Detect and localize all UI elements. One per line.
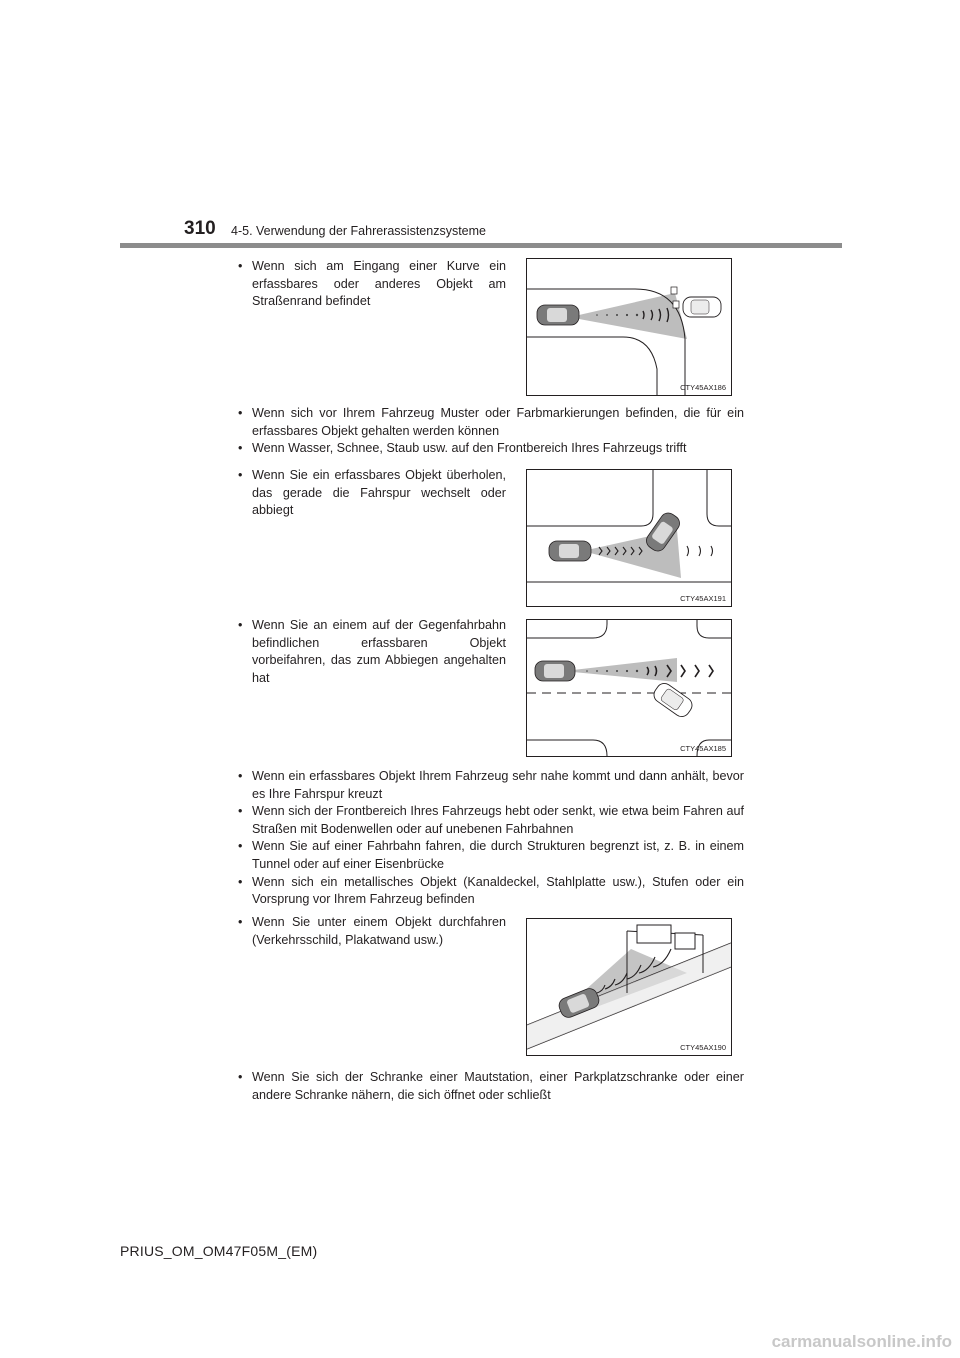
oncoming-illustration bbox=[527, 620, 731, 756]
list-item bbox=[238, 838, 744, 873]
list-item bbox=[238, 803, 744, 838]
bullet-glyph: • bbox=[238, 769, 243, 783]
list-item-text: Wenn Sie ein erfassbares Objekt überholen, das gerade die Fahrspur wechselt oder abbiegt bbox=[252, 468, 506, 518]
page-number: 310 bbox=[184, 218, 216, 239]
bullet-glyph: • bbox=[238, 259, 243, 273]
figure-label: CTY45AX191 bbox=[680, 594, 726, 603]
list-item bbox=[238, 467, 506, 520]
figure-oncoming-turning-object bbox=[526, 619, 732, 757]
list-item bbox=[238, 914, 506, 949]
bullet-glyph: • bbox=[238, 468, 243, 482]
list-item-text: Wenn Wasser, Schnee, Staub usw. auf den Frontbereich Ihres Fahrzeugs trifft bbox=[252, 441, 687, 456]
list-item bbox=[238, 405, 744, 440]
bullet-glyph: • bbox=[238, 915, 243, 929]
list-item bbox=[238, 617, 506, 687]
roadside-car-icon bbox=[683, 297, 721, 317]
ego-car-icon bbox=[537, 305, 579, 325]
list-item-text: Wenn sich am Eingang einer Kurve ein erfassbares oder anderes Objekt am Straßenrand befindet bbox=[252, 259, 506, 309]
watermark: carmanualsonline.info bbox=[771, 1332, 952, 1351]
figure-label: CTY45AX186 bbox=[680, 383, 726, 392]
figure-label: CTY45AX190 bbox=[680, 1043, 726, 1052]
list-item bbox=[238, 768, 744, 803]
list-item-text: Wenn Sie an einem auf der Gegenfahrbahn befindlichen erfassbaren Objekt vorbeifahren, das zum Abbiegen angehalten hat bbox=[252, 618, 506, 685]
overhead-sign-illustration bbox=[527, 919, 731, 1055]
ego-car-icon bbox=[535, 661, 575, 681]
list-item bbox=[238, 874, 744, 909]
ego-car-icon bbox=[549, 541, 591, 561]
list-item bbox=[238, 1069, 744, 1104]
list-item-text: Wenn Sie unter einem Objekt durchfahren (Verkehrsschild, Plakatwand usw.) bbox=[252, 915, 506, 947]
list-item bbox=[238, 258, 506, 311]
bullet-glyph: • bbox=[238, 1070, 243, 1084]
bullet-glyph: • bbox=[238, 874, 243, 889]
oncoming-car-icon bbox=[651, 680, 695, 719]
list-group bbox=[238, 768, 744, 909]
footer-doc-code: PRIUS_OM_OM47F05M_(EM) bbox=[120, 1243, 318, 1259]
list-item-text: Wenn sich vor Ihrem Fahrzeug Muster oder Farbmarkierungen befinden, die für ein erfassbares Objekt gehalten werden können bbox=[252, 406, 744, 438]
figure-overhead-sign bbox=[526, 918, 732, 1056]
list-item-text: Wenn sich der Frontbereich Ihres Fahrzeugs hebt oder senkt, wie etwa beim Fahren auf Straßen mit Bodenwellen oder auf unebenen Fahrbahnen bbox=[252, 804, 744, 836]
section-title: 4-5. Verwendung der Fahrerassistenzsysteme bbox=[231, 224, 486, 238]
bullet-glyph: • bbox=[238, 618, 243, 632]
list-item-text: Wenn ein erfassbares Objekt Ihrem Fahrzeug sehr nahe kommt und dann anhält, bevor es Ihre Fahrspur kreuzt bbox=[252, 769, 744, 801]
bullet-glyph: • bbox=[238, 406, 243, 420]
bullet-glyph: • bbox=[238, 839, 243, 854]
figure-curve-roadside-object bbox=[526, 258, 732, 396]
bullet-glyph: • bbox=[238, 441, 243, 456]
list-item bbox=[238, 440, 744, 458]
lane-change-illustration bbox=[527, 470, 731, 606]
curve-illustration bbox=[527, 259, 731, 395]
list-item-text: Wenn Sie auf einer Fahrbahn fahren, die durch Strukturen begrenzt ist, z. B. in einem Tunnel oder auf einer Eisenbrücke bbox=[252, 839, 744, 871]
figure-overtaking-turning-object bbox=[526, 469, 732, 607]
list-item-text: Wenn Sie sich der Schranke einer Mautstation, einer Parkplatzschranke oder einer andere Schranke nähern, die sich öffnet oder schließt bbox=[252, 1070, 744, 1102]
figure-label: CTY45AX185 bbox=[680, 744, 726, 753]
list-item-text: Wenn sich ein metallisches Objekt (Kanaldeckel, Stahlplatte usw.), Stufen oder ein Vorsprung vor Ihrem Fahrzeug befinden bbox=[252, 874, 744, 907]
header-rule bbox=[120, 243, 842, 248]
list-group bbox=[238, 405, 744, 458]
bullet-glyph: • bbox=[238, 804, 243, 819]
